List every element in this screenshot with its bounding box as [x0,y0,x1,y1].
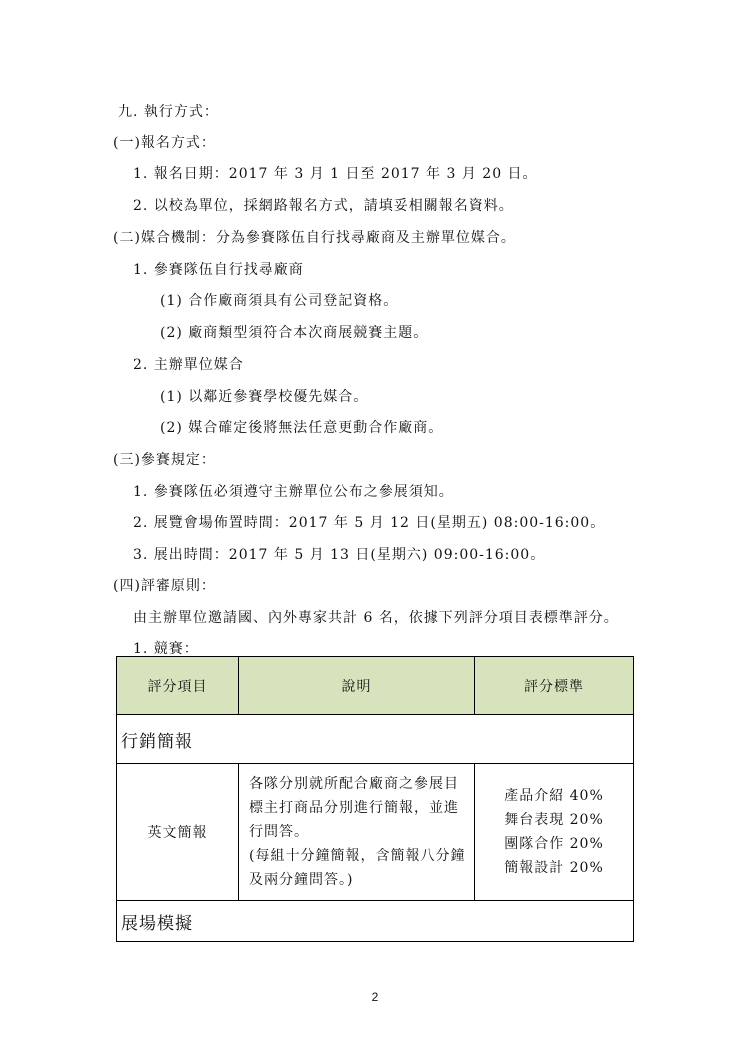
row-description-main: 各隊分別就所配合廠商之參展目標主打商品分別進行簡報，並進行問答。 [249,776,459,840]
section-marketing: 行銷簡報 [117,715,634,764]
rule-1: 1. 參賽隊伍必須遵守主辦單位公布之參展須知。 [133,484,454,500]
matching-self: 1. 參賽隊伍自行找尋廠商 [133,262,304,278]
section-exhibition: 展場模擬 [117,901,634,942]
header-description: 說明 [239,657,475,715]
competition-label: 1. 競賽： [133,641,199,657]
criteria-2: 舞台表現 20% [504,812,604,828]
heading-matching: (二)媒合機制：分為參賽隊伍自行找尋廠商及主辦單位媒合。 [113,230,516,246]
table-section-row [117,715,634,764]
table-header-row [117,657,634,715]
registration-method: 2. 以校為單位，採網路報名方式，請填妥相關報名資料。 [133,198,514,214]
criteria-3: 團隊合作 20% [504,836,604,852]
heading-execution: 九. 執行方式： [118,104,219,120]
matching-organizer: 2. 主辦單位媒合 [133,357,244,373]
heading-judging: (四)評審原則： [113,578,216,594]
row-description-note: (每組十分鐘簡報，含簡報八分鐘及兩分鐘問答。) [249,848,466,888]
matching-self-2: (2) 廠商類型須符合本次商展競賽主題。 [160,325,429,341]
judging-intro: 由主辦單位邀請國、內外專家共計 6 名，依據下列評分項目表標準評分。 [133,610,619,626]
table-section-row [117,901,634,942]
matching-self-1: (1) 合作廠商須具有公司登記資格。 [160,293,399,309]
criteria-4: 簡報設計 20% [504,860,604,876]
header-item: 評分項目 [117,657,239,715]
matching-organizer-1: (1) 以鄰近參賽學校優先媒合。 [160,389,369,405]
row-criteria [475,764,634,901]
rule-2: 2. 展覽會場佈置時間：2017 年 5 月 12 日(星期五) 08:00-16:00。 [133,515,606,531]
row-item: 英文簡報 [117,764,239,901]
row-description [239,764,475,901]
heading-rules: (三)參賽規定： [113,452,216,468]
table-row [117,764,634,901]
scoring-table [116,656,634,942]
registration-date: 1. 報名日期：2017 年 3 月 1 日至 2017 年 3 月 20 日。 [133,166,538,182]
page-number: 2 [371,990,379,1004]
matching-organizer-2: (2) 媒合確定後將無法任意更動合作廠商。 [160,420,444,436]
criteria-1: 產品介紹 40% [504,788,604,804]
heading-registration: (一)報名方式： [113,135,216,151]
header-criteria: 評分標準 [475,657,634,715]
rule-3: 3. 展出時間：2017 年 5 月 13 日(星期六) 09:00-16:00。 [133,547,546,563]
